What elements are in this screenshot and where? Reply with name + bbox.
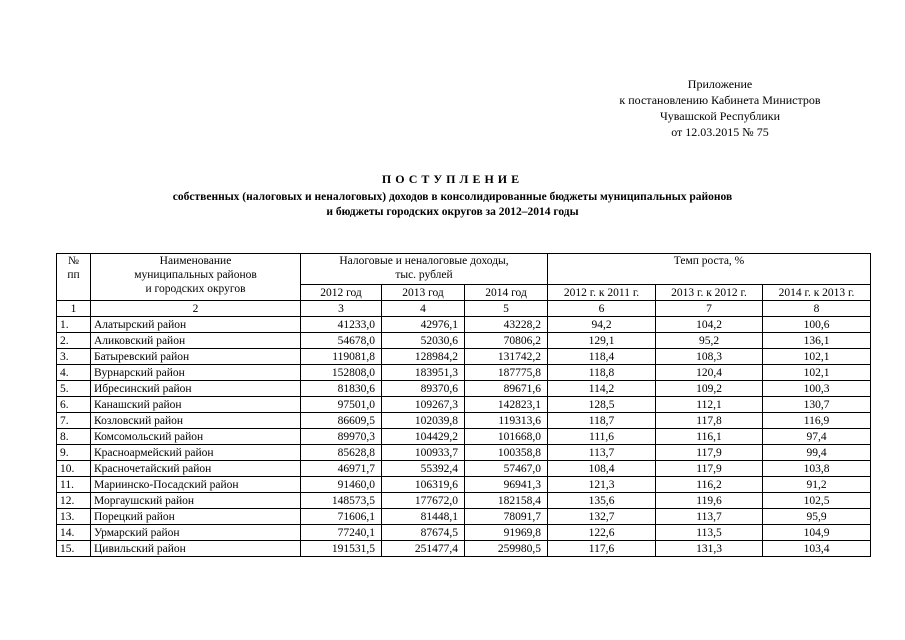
growth-2014: 136,1 bbox=[763, 333, 871, 349]
income-2012: 86609,5 bbox=[301, 413, 382, 429]
growth-2013: 117,8 bbox=[656, 413, 763, 429]
table-row bbox=[57, 525, 871, 541]
growth-2013: 112,1 bbox=[656, 397, 763, 413]
income-2013: 81448,1 bbox=[382, 509, 465, 525]
growth-2013: 109,2 bbox=[656, 381, 763, 397]
growth-2012: 118,8 bbox=[548, 365, 656, 381]
growth-2012: 94,2 bbox=[548, 317, 656, 333]
header-text: муниципальных районов bbox=[134, 269, 257, 281]
growth-2012: 108,4 bbox=[548, 461, 656, 477]
header-rate-period: 2012 г. к 2011 г. bbox=[548, 285, 656, 301]
income-2013: 128984,2 bbox=[382, 349, 465, 365]
growth-2013: 120,4 bbox=[656, 365, 763, 381]
document-subtitle bbox=[0, 190, 905, 220]
growth-2014: 103,4 bbox=[763, 541, 871, 557]
table-row bbox=[57, 317, 871, 333]
income-2013: 177672,0 bbox=[382, 493, 465, 509]
growth-2013: 116,1 bbox=[656, 429, 763, 445]
income-2014: 131742,2 bbox=[465, 349, 548, 365]
table-row bbox=[57, 429, 871, 445]
growth-2014: 104,9 bbox=[763, 525, 871, 541]
income-2014: 70806,2 bbox=[465, 333, 548, 349]
income-2014: 119313,6 bbox=[465, 413, 548, 429]
growth-2012: 118,7 bbox=[548, 413, 656, 429]
income-2014: 43228,2 bbox=[465, 317, 548, 333]
document-title: ПОСТУПЛЕНИЕ bbox=[381, 172, 524, 186]
growth-2012: 114,2 bbox=[548, 381, 656, 397]
appendix-line: к постановлению Кабинета Министров bbox=[619, 93, 821, 107]
growth-2014: 103,8 bbox=[763, 461, 871, 477]
growth-2013: 108,3 bbox=[656, 349, 763, 365]
income-2012: 41233,0 bbox=[301, 317, 382, 333]
table-row bbox=[57, 333, 871, 349]
growth-2012: 118,4 bbox=[548, 349, 656, 365]
row-number: 4. bbox=[57, 365, 91, 381]
income-2013: 55392,4 bbox=[382, 461, 465, 477]
income-2012: 77240,1 bbox=[301, 525, 382, 541]
row-number: 7. bbox=[57, 413, 91, 429]
column-number: 4 bbox=[382, 301, 465, 317]
row-number: 9. bbox=[57, 445, 91, 461]
growth-2012: 121,3 bbox=[548, 477, 656, 493]
income-2013: 104429,2 bbox=[382, 429, 465, 445]
row-number: 10. bbox=[57, 461, 91, 477]
income-2012: 152808,0 bbox=[301, 365, 382, 381]
growth-2012: 113,7 bbox=[548, 445, 656, 461]
income-2012: 91460,0 bbox=[301, 477, 382, 493]
income-2012: 191531,5 bbox=[301, 541, 382, 557]
income-2013: 89370,6 bbox=[382, 381, 465, 397]
growth-2014: 102,1 bbox=[763, 365, 871, 381]
income-2014: 259980,5 bbox=[465, 541, 548, 557]
header-text: № bbox=[68, 255, 79, 267]
appendix-line: от 12.03.2015 № 75 bbox=[671, 125, 769, 139]
income-2012: 54678,0 bbox=[301, 333, 382, 349]
growth-2013: 131,3 bbox=[656, 541, 763, 557]
header-row bbox=[57, 254, 871, 285]
table-row bbox=[57, 365, 871, 381]
header-year: 2012 год bbox=[301, 285, 382, 301]
appendix-line: Чувашской Республики bbox=[659, 109, 781, 123]
growth-2014: 102,5 bbox=[763, 493, 871, 509]
income-2013: 87674,5 bbox=[382, 525, 465, 541]
income-2012: 97501,0 bbox=[301, 397, 382, 413]
income-2013: 42976,1 bbox=[382, 317, 465, 333]
growth-2013: 104,2 bbox=[656, 317, 763, 333]
header-text: пп bbox=[67, 269, 80, 281]
header-income bbox=[301, 254, 548, 285]
growth-2014: 130,7 bbox=[763, 397, 871, 413]
district-name: Канашский район bbox=[91, 397, 301, 413]
growth-2013: 116,2 bbox=[656, 477, 763, 493]
growth-2013: 119,6 bbox=[656, 493, 763, 509]
row-number: 12. bbox=[57, 493, 91, 509]
growth-2013: 117,9 bbox=[656, 461, 763, 477]
subtitle-line: и бюджеты городских округов за 2012–2014 годы bbox=[326, 206, 579, 218]
income-2014: 187775,8 bbox=[465, 365, 548, 381]
income-2013: 109267,3 bbox=[382, 397, 465, 413]
row-number: 3. bbox=[57, 349, 91, 365]
row-number: 6. bbox=[57, 397, 91, 413]
income-2014: 100358,8 bbox=[465, 445, 548, 461]
income-2012: 89970,3 bbox=[301, 429, 382, 445]
growth-2012: 132,7 bbox=[548, 509, 656, 525]
district-name: Вурнарский район bbox=[91, 365, 301, 381]
income-2012: 148573,5 bbox=[301, 493, 382, 509]
header-num bbox=[57, 254, 91, 301]
column-number: 6 bbox=[548, 301, 656, 317]
row-number: 1. bbox=[57, 317, 91, 333]
growth-2014: 95,9 bbox=[763, 509, 871, 525]
header-rate: Темп роста, % bbox=[548, 254, 871, 285]
income-2014: 101668,0 bbox=[465, 429, 548, 445]
header-text: и городских округов bbox=[145, 283, 246, 295]
table-row bbox=[57, 541, 871, 557]
district-name: Красноармейский район bbox=[91, 445, 301, 461]
growth-2014: 91,2 bbox=[763, 477, 871, 493]
header-year: 2013 год bbox=[382, 285, 465, 301]
row-number: 8. bbox=[57, 429, 91, 445]
income-2013: 251477,4 bbox=[382, 541, 465, 557]
growth-2013: 113,5 bbox=[656, 525, 763, 541]
income-2013: 100933,7 bbox=[382, 445, 465, 461]
table-row bbox=[57, 445, 871, 461]
row-number: 5. bbox=[57, 381, 91, 397]
header-text: тыс. рублей bbox=[395, 269, 453, 281]
district-name: Алатырский район bbox=[91, 317, 301, 333]
income-2013: 183951,3 bbox=[382, 365, 465, 381]
row-number: 13. bbox=[57, 509, 91, 525]
table-row bbox=[57, 477, 871, 493]
income-2012: 81830,6 bbox=[301, 381, 382, 397]
district-name: Красночетайский район bbox=[91, 461, 301, 477]
growth-2012: 111,6 bbox=[548, 429, 656, 445]
column-number: 5 bbox=[465, 301, 548, 317]
income-2013: 102039,8 bbox=[382, 413, 465, 429]
subtitle-line: собственных (налоговых и неналоговых) доходов в консолидированные бюджеты муниципальных районов bbox=[172, 191, 733, 203]
header-rate-period: 2014 г. к 2013 г. bbox=[763, 285, 871, 301]
income-2012: 71606,1 bbox=[301, 509, 382, 525]
income-2012: 46971,7 bbox=[301, 461, 382, 477]
column-number: 3 bbox=[301, 301, 382, 317]
header-year: 2014 год bbox=[465, 285, 548, 301]
header-text: Налоговые и неналоговые доходы, bbox=[339, 255, 509, 267]
income-2014: 142823,1 bbox=[465, 397, 548, 413]
growth-2012: 135,6 bbox=[548, 493, 656, 509]
growth-2013: 117,9 bbox=[656, 445, 763, 461]
district-name: Ибресинский район bbox=[91, 381, 301, 397]
row-number: 15. bbox=[57, 541, 91, 557]
header-rate-period: 2013 г. к 2012 г. bbox=[656, 285, 763, 301]
row-number: 11. bbox=[57, 477, 91, 493]
district-name: Цивильский район bbox=[91, 541, 301, 557]
growth-2012: 128,5 bbox=[548, 397, 656, 413]
district-name: Комсомольский район bbox=[91, 429, 301, 445]
district-name: Моргаушский район bbox=[91, 493, 301, 509]
growth-2014: 116,9 bbox=[763, 413, 871, 429]
growth-2013: 95,2 bbox=[656, 333, 763, 349]
growth-2014: 100,3 bbox=[763, 381, 871, 397]
district-name: Аликовский район bbox=[91, 333, 301, 349]
table-row bbox=[57, 381, 871, 397]
table-row bbox=[57, 509, 871, 525]
appendix-line: Приложение bbox=[687, 77, 753, 91]
row-number: 2. bbox=[57, 333, 91, 349]
column-number: 7 bbox=[656, 301, 763, 317]
revenue-table bbox=[56, 253, 871, 557]
table-row bbox=[57, 397, 871, 413]
district-name: Порецкий район bbox=[91, 509, 301, 525]
growth-2014: 97,4 bbox=[763, 429, 871, 445]
income-2014: 78091,7 bbox=[465, 509, 548, 525]
growth-2014: 100,6 bbox=[763, 317, 871, 333]
growth-2014: 102,1 bbox=[763, 349, 871, 365]
income-2014: 182158,4 bbox=[465, 493, 548, 509]
column-number: 2 bbox=[91, 301, 301, 317]
growth-2013: 113,7 bbox=[656, 509, 763, 525]
income-2013: 52030,6 bbox=[382, 333, 465, 349]
income-2012: 119081,8 bbox=[301, 349, 382, 365]
header-name bbox=[91, 254, 301, 301]
growth-2012: 117,6 bbox=[548, 541, 656, 557]
district-name: Урмарский район bbox=[91, 525, 301, 541]
district-name: Козловский район bbox=[91, 413, 301, 429]
growth-2014: 99,4 bbox=[763, 445, 871, 461]
district-name: Мариинско-Посадский район bbox=[91, 477, 301, 493]
income-2014: 91969,8 bbox=[465, 525, 548, 541]
growth-2012: 122,6 bbox=[548, 525, 656, 541]
column-number: 1 bbox=[57, 301, 91, 317]
income-2014: 89671,6 bbox=[465, 381, 548, 397]
column-number-row bbox=[57, 301, 871, 317]
income-2013: 106319,6 bbox=[382, 477, 465, 493]
table-row bbox=[57, 493, 871, 509]
table-row bbox=[57, 349, 871, 365]
income-2014: 57467,0 bbox=[465, 461, 548, 477]
column-number: 8 bbox=[763, 301, 871, 317]
row-number: 14. bbox=[57, 525, 91, 541]
district-name: Батыревский район bbox=[91, 349, 301, 365]
header-text: Наименование bbox=[159, 255, 232, 267]
table-row bbox=[57, 413, 871, 429]
income-2014: 96941,3 bbox=[465, 477, 548, 493]
income-2012: 85628,8 bbox=[301, 445, 382, 461]
appendix-block bbox=[560, 76, 880, 140]
table-row bbox=[57, 461, 871, 477]
growth-2012: 129,1 bbox=[548, 333, 656, 349]
